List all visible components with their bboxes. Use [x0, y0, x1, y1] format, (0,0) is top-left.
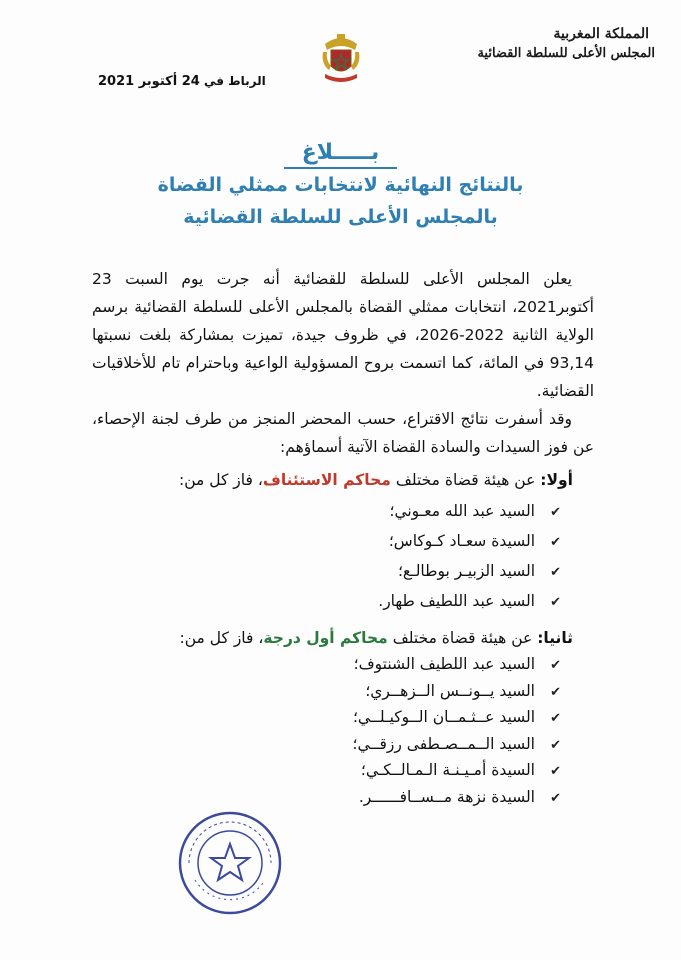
list-item: [353, 732, 561, 759]
appeal-courts-winners-list: [378, 497, 561, 617]
first-instance-winners-list: [353, 652, 561, 811]
winner-name: السيد يــونــس الــزهــري؛: [365, 681, 535, 700]
date-value: 24 أكتوبر 2021: [98, 74, 200, 89]
check-icon: ✔: [550, 595, 561, 610]
winner-name: السيد عــثـمــان الــوكيـلــي؛: [353, 708, 535, 726]
announcement-title: [0, 140, 681, 165]
list-item: [353, 758, 561, 785]
winner-name: السيد الــمــصـطفى رزقــي؛: [352, 734, 535, 753]
check-icon: ✔: [550, 764, 561, 779]
winner-name: السيدة نزهة مــســافــــــر.: [358, 787, 535, 806]
announcement-body: [92, 265, 594, 461]
check-icon: ✔: [550, 737, 561, 753]
council-name: المجلس الأعلى للسلطة القضائية: [477, 46, 655, 61]
check-icon: ✔: [550, 711, 561, 726]
list-item: [353, 679, 561, 706]
section-appeal-courts-heading: [179, 471, 573, 489]
section-ordinal: أولا:: [540, 471, 573, 489]
date-prefix: الرباط في: [203, 74, 266, 88]
list-item: [353, 652, 561, 679]
list-item: [353, 785, 561, 812]
section-prefix: عن هيئة قضاة مختلف: [395, 471, 536, 489]
winner-name: السيد عبد اللطيف الشنتوف؛: [353, 655, 535, 673]
winner-name: السيدة أمـيـنـة الـمـالــكـي؛: [360, 761, 535, 779]
check-icon: ✔: [550, 535, 561, 550]
list-item: [378, 557, 561, 587]
section-suffix: ، فاز كل من:: [178, 471, 263, 489]
date-line: [98, 74, 266, 89]
check-icon: ✔: [550, 684, 561, 700]
section-prefix: عن هيئة قضاة مختلف: [392, 629, 533, 647]
section-court-name: محاكم الاستئناف: [262, 471, 391, 489]
winner-name: السيدة سعـاد كـوكاس؛: [388, 532, 535, 550]
letterhead: [445, 26, 655, 61]
check-icon: ✔: [550, 565, 561, 580]
list-item: [378, 497, 561, 527]
section-court-name: محاكم أول درجة: [263, 629, 388, 647]
winner-name: السيد الزبيـر بوطالـع؛: [397, 562, 535, 580]
subtitle-line-2: بالمجلس الأعلى للسلطة القضائية: [183, 206, 498, 228]
list-item: [353, 705, 561, 732]
winner-name: السيد عبد اللطيف طهار.: [378, 592, 535, 610]
check-icon: ✔: [550, 790, 561, 806]
section-ordinal: ثانيا:: [537, 629, 573, 647]
check-icon: ✔: [550, 505, 561, 520]
section-suffix: ، فاز كل من:: [179, 629, 264, 647]
body-paragraph-2: وقد أسفرت نتائج الاقتراع، حسب المحضر المنجز من طرف لجنة الإحصاء، عن فوز السيدات والسادة القضاة الآتية أسماؤهم:: [92, 410, 594, 456]
kingdom-name: المملكة المغربية: [553, 26, 649, 42]
winner-name: السيد عبد الله معـوني؛: [389, 502, 535, 520]
official-seal-icon: [175, 808, 285, 918]
check-icon: ✔: [550, 658, 561, 673]
announcement-word: بـــــلاغ: [284, 140, 398, 169]
list-item: [378, 587, 561, 617]
coat-of-arms-icon: [317, 30, 365, 84]
section-first-instance-heading: [180, 629, 573, 647]
list-item: [378, 527, 561, 557]
subtitle-line-1: بالنتائج النهائية لانتخابات ممثلي القضاة: [157, 174, 524, 196]
body-paragraph-1: يعلن المجلس الأعلى للسلطة للقضائية أنه جرت يوم السبت 23 أكتوبر2021، انتخابات ممثلي القضاة بالمجلس الأعلى للسلطة القضائية برسم الولاية الثانية 2022-2026، في ظروف جيدة، تميزت بمشاركة بلغت نسبتها 93,14 في المائة، كما اتسمت بروح المسؤولية الواعية وباحترام تام للأخلاقيات القضائية.: [92, 270, 594, 400]
